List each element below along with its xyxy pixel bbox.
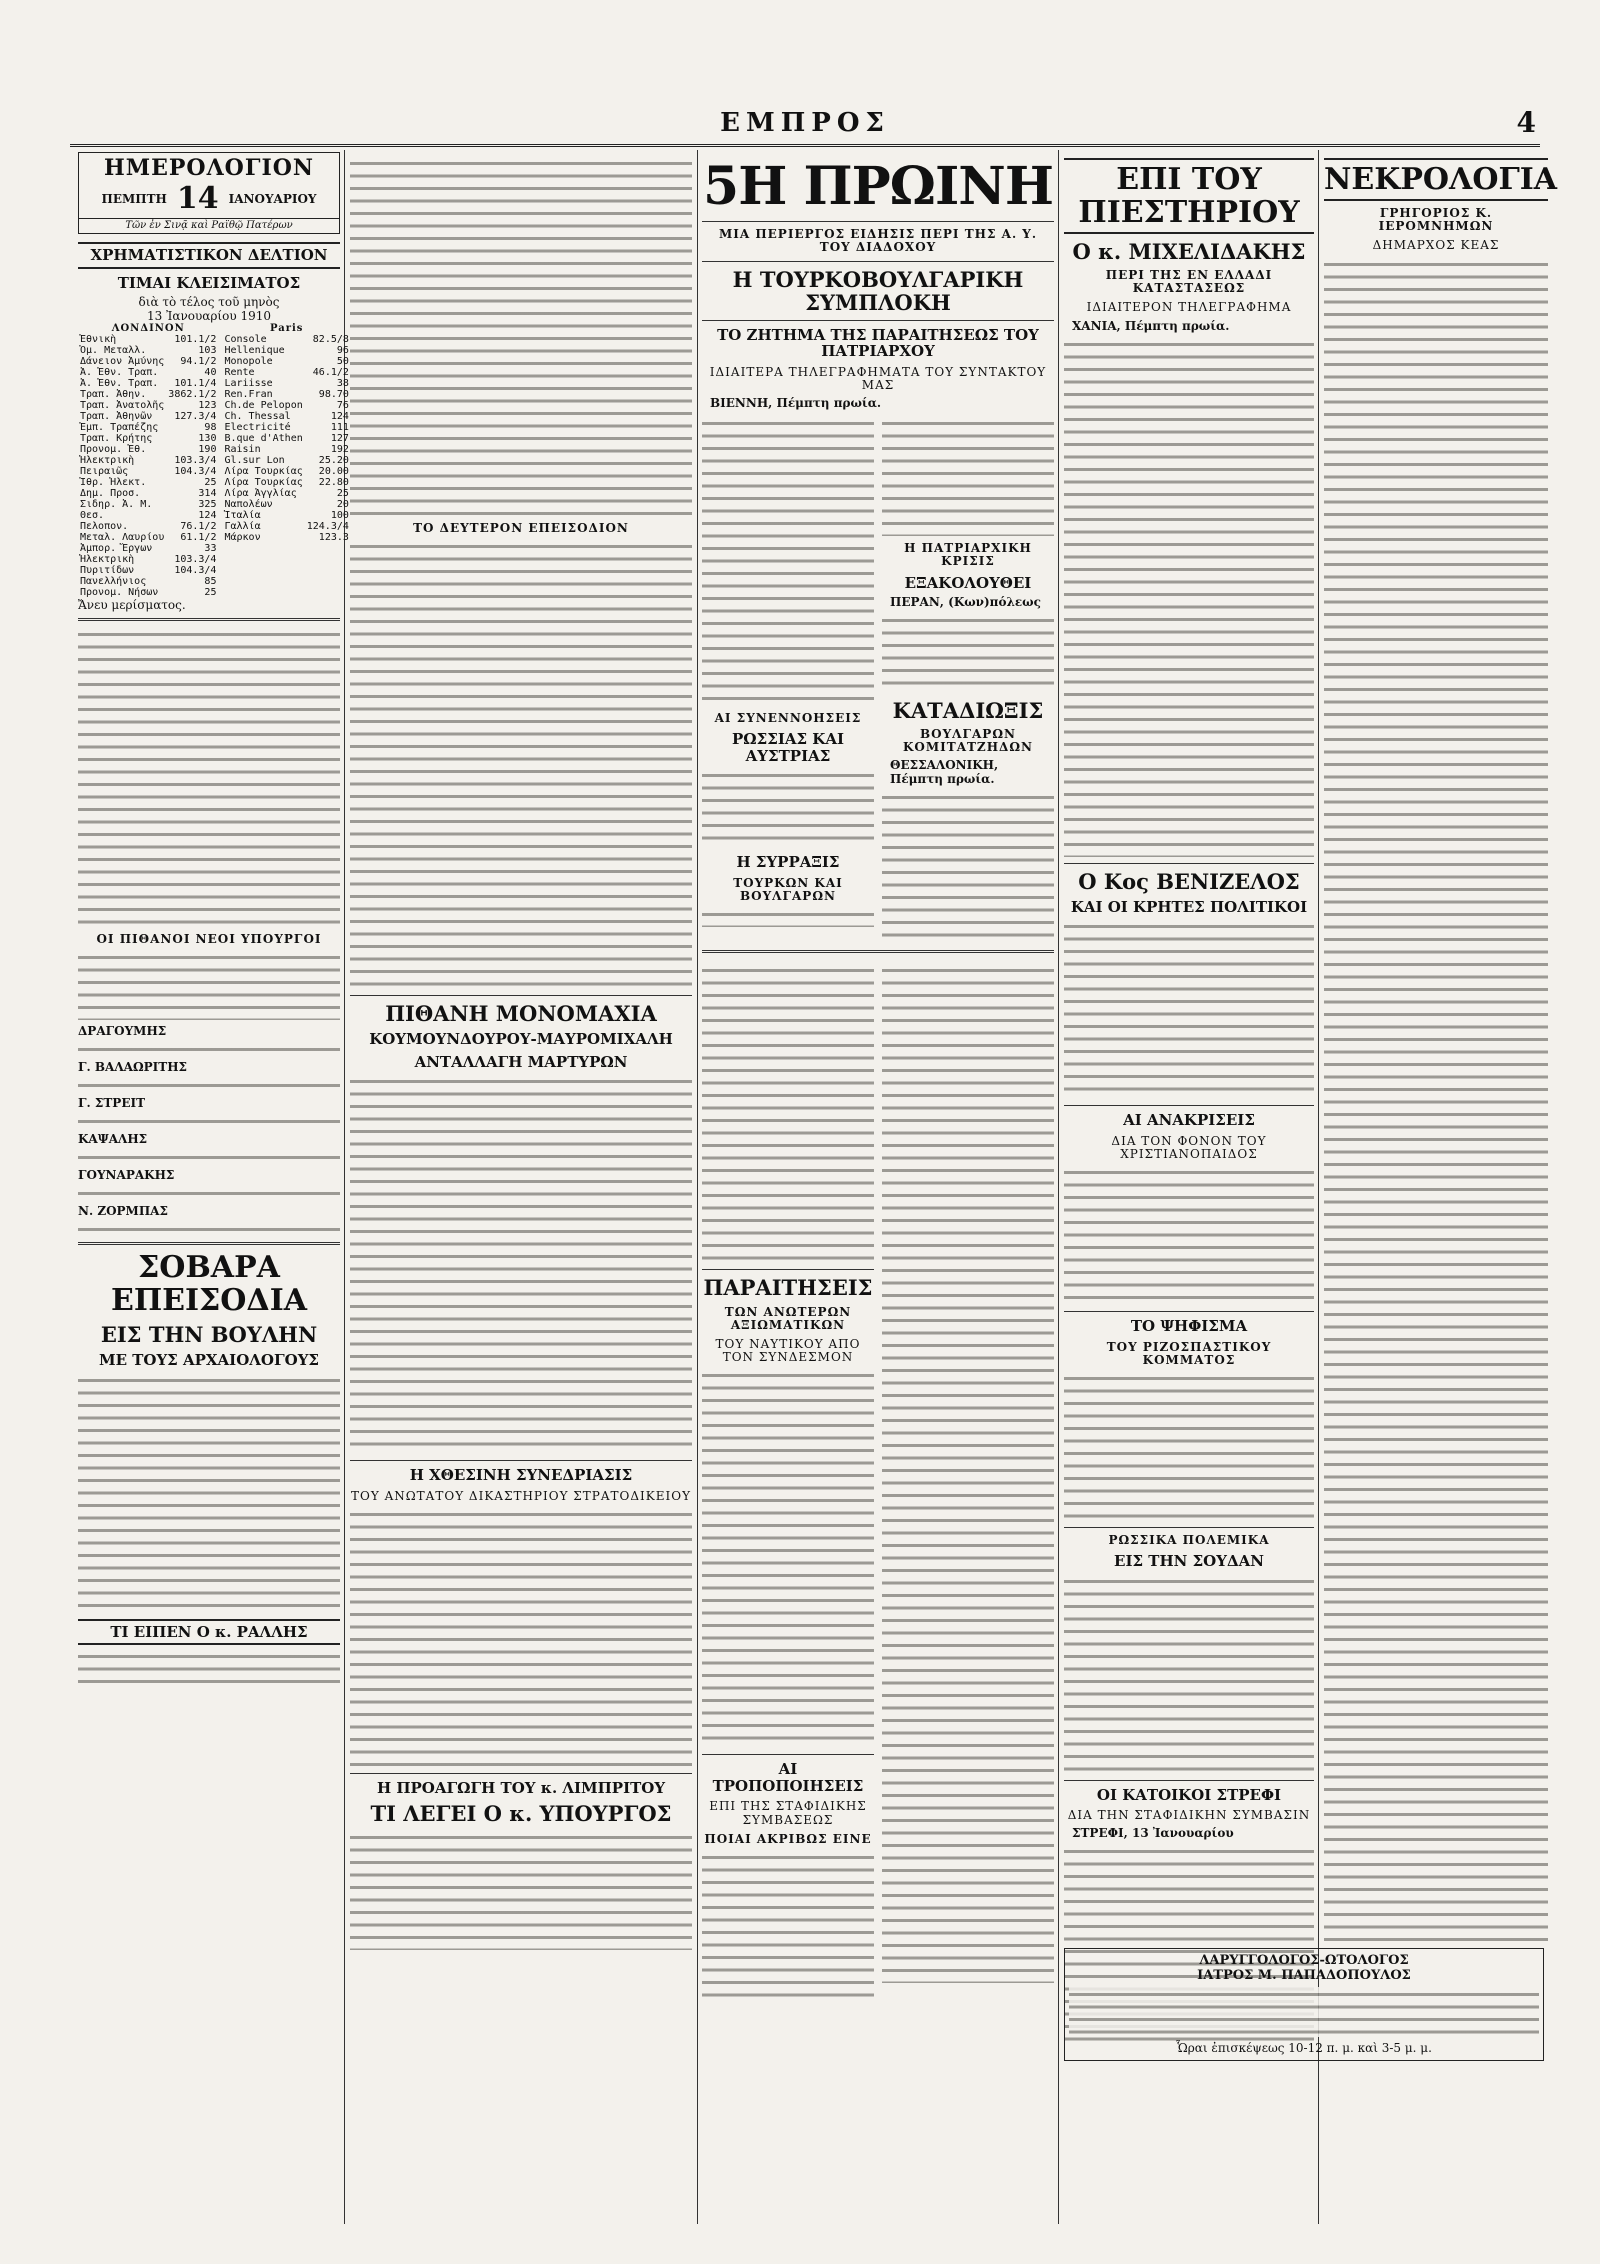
security-price: 33 — [204, 543, 217, 554]
headline-strange-news: ΜΙΑ ΠΕΡΙΕΡΓΟΣ ΕΙΔΗΣΙΣ ΠΕΡΙ ΤΗΣ Α. Υ. ΤΟΥ ΔΙΑΔΟΧΟΥ — [718, 227, 1038, 255]
column-1 — [78, 152, 349, 2224]
dateline-strefi: ΣΤΡΕΦΙ, 13 Ἰανουαρίου — [1072, 1826, 1234, 1841]
security-price: 130 — [198, 433, 217, 444]
security-price: 50 — [336, 356, 349, 367]
security-name: Μάρκον — [224, 532, 261, 543]
security-price: 96 — [336, 345, 349, 356]
headline-warships-2: ΕΙΣ ΤΗΝ ΣΟΥΔΑΝ — [1114, 1552, 1264, 1571]
security-price: 103.3/4 — [174, 554, 217, 565]
security-price: 101.1/2 — [174, 334, 217, 345]
security-name: Electricité — [224, 422, 291, 433]
security-price: 76 — [336, 400, 349, 411]
table-row — [222, 466, 350, 477]
minister-name: ΔΡΑΓΟΥΜΗΣ — [78, 1024, 167, 1039]
table-row — [222, 389, 350, 400]
security-name: Ren.Fran — [224, 389, 273, 400]
calendar-month: ΙΑΝΟΥΑΡΙΟΥ — [228, 191, 317, 206]
headline-russia-austria: ΑΙ ΣΥΝΕΝΝΟΗΣΕΙΣ — [714, 711, 862, 726]
headline-venizelos: Ο Κος ΒΕΝΙΖΕΛΟΣ — [1078, 868, 1300, 894]
minister-name: Γ. ΣΤΡΕΙΤ — [78, 1096, 146, 1111]
article-text — [78, 627, 340, 927]
table-row — [222, 422, 350, 433]
security-name: Ch.de Pelopon — [224, 400, 303, 411]
column-rule — [1058, 150, 1059, 2224]
headline-russia-austria-2: ΡΩΣΣΙΑΣ ΚΑΙ ΑΥΣΤΡΙΑΣ — [731, 730, 845, 765]
security-name: Σιδηρ. Ἀ. Μ. — [80, 499, 153, 510]
table-row — [78, 400, 218, 411]
headline-promotion: Η ΠΡΟΑΓΩΓΗ ΤΟΥ κ. ΛΙΜΠΡΙΤΟΥ — [376, 1778, 666, 1797]
headline-michelidakis: Ο κ. ΜΙΧΕΛΙΔΑΚΗΣ — [1072, 239, 1306, 264]
headline-scandal: ΣΟΒΑΡΑ ΕΠΕΙΣΟΔΙΑ — [110, 1250, 308, 1319]
column-5 — [1324, 152, 1558, 2224]
article-text — [350, 539, 692, 989]
article-text — [78, 1373, 340, 1613]
security-price: 123 — [198, 400, 217, 411]
security-name: Προνομ. Νήσων — [80, 587, 159, 598]
headline-fifth-edition: 5Η ΠΡΩΙΝΗ — [703, 156, 1053, 217]
headline-inquiries: ΑΙ ΑΝΑΚΡΙΣΕΙΣ — [1123, 1111, 1255, 1130]
table-row — [78, 422, 218, 433]
article-text — [702, 963, 874, 1263]
security-price: 25 — [336, 488, 349, 499]
headline-pursuit: ΚΑΤΑΔΙΩΞΙΣ — [892, 698, 1044, 723]
article-text — [1324, 257, 1548, 1947]
table-row — [222, 356, 350, 367]
security-name: Πειραιῶς — [80, 466, 129, 477]
security-name: Προνομ. Ἐθ. — [80, 444, 147, 455]
headline-amendments-3: ΠΟΙΑΙ ΑΚΡΙΒΩΣ ΕΙΝΕ — [704, 1831, 872, 1846]
financial-footnote: Ἄνευ μερίσματος. — [78, 598, 186, 612]
dateline-peran: ΠΕΡΑΝ, (Κων)πόλεως — [890, 595, 1041, 609]
article-text — [1064, 1165, 1314, 1305]
headline-inquiries-2: ΔΙΑ ΤΟΝ ΦΟΝΟΝ ΤΟΥ ΧΡΙΣΤΙΑΝΟΠΑΙΔΟΣ — [1111, 1133, 1267, 1161]
calendar-weekday: ΠΕΜΠΤΗ — [101, 191, 167, 206]
headline-session-2: ΤΟΥ ΑΝΩΤΑΤΟΥ ΔΙΚΑΣΤΗΡΙΟΥ ΣΤΡΑΤΟΔΙΚΕΙΟΥ — [350, 1488, 692, 1503]
security-price: 98.70 — [318, 389, 349, 400]
table-row — [222, 378, 350, 389]
headline-clash-2: ΤΟΥΡΚΩΝ ΚΑΙ ΒΟΥΛΓΑΡΩΝ — [733, 875, 843, 903]
article-text — [882, 790, 1054, 940]
table-row — [78, 356, 218, 367]
article-text — [882, 963, 1054, 1983]
security-price: 103.3/4 — [174, 455, 217, 466]
table-row — [78, 389, 218, 400]
headline-patriarchal-crisis-2: ΕΞΑΚΟΛΟΥΘΕΙ — [904, 573, 1032, 592]
page-header — [70, 108, 1540, 147]
table-row — [78, 521, 218, 532]
headline-scandal-3: ΜΕ ΤΟΥΣ ΑΡΧΑΙΟΛΟΓΟΥΣ — [98, 1351, 320, 1370]
table-row — [78, 411, 218, 422]
minister-list — [78, 1024, 340, 1236]
security-name: Τραπ. Κρήτης — [80, 433, 153, 444]
security-price: 25 — [204, 477, 217, 488]
dateline-thessaloniki: ΘΕΣΣΑΛΟΝΙΚΗ, Πέμπτη πρωία. — [890, 758, 999, 787]
security-price: 192 — [330, 444, 349, 455]
security-price: 314 — [198, 488, 217, 499]
headline-patriarchal-crisis: Η ΠΑΤΡΙΑΡΧΙΚΗ ΚΡΙΣΙΣ — [904, 541, 1032, 569]
financial-table-right — [222, 334, 350, 543]
security-name: Rente — [224, 367, 255, 378]
advertisement-box — [1064, 1948, 1544, 2061]
financial-table — [78, 323, 349, 598]
ad-doctor-name: ΙΑΤΡΟΣ Μ. ΠΑΠΑΔΟΠΟΥΛΟΣ — [1197, 1968, 1411, 1983]
table-row — [222, 499, 350, 510]
article-text — [1064, 1371, 1314, 1521]
table-row — [222, 345, 350, 356]
headline-special-telegram: ΙΔΙΑΙΤΕΡΟΝ ΤΗΛΕΓΡΑΦΗΜΑ — [1086, 300, 1292, 315]
security-price: 190 — [198, 444, 217, 455]
london-label: ΛΟΝΔΙΝΟΝ — [111, 323, 185, 334]
headline-new-ministers: ΟΙ ΠΙΘΑΝΟΙ ΝΕΟΙ ΥΠΟΥΡΓΟΙ — [96, 932, 322, 946]
table-row — [78, 444, 218, 455]
security-name: Raisin — [224, 444, 261, 455]
table-row — [222, 400, 350, 411]
security-price: 124 — [330, 411, 349, 422]
headline-rallis: ΤΙ ΕΙΠΕΝ Ο κ. ΡΑΛΛΗΣ — [78, 1619, 340, 1646]
headline-turco-bulgarian: Η ΤΟΥΡΚΟΒΟΥΛΓΑΡΙΚΗ ΣΥΜΠΛΟΚΗ — [732, 266, 1024, 315]
headline-resignations: ΠΑΡΑΙΤΗΣΕΙΣ — [703, 1275, 873, 1301]
table-row — [222, 532, 350, 543]
ad-text — [1069, 1987, 1539, 2037]
security-name: Ἰταλία — [224, 510, 261, 521]
security-name: Ἐθνικὴ — [80, 334, 117, 345]
article-text — [350, 1830, 692, 1950]
ad-title: ΛΑΡΥΓΓΟΛΟΓΟΣ-ΩΤΟΛΟΓΟΣ — [1199, 1953, 1409, 1968]
headline-michelidakis-2: ΠΕΡΙ ΤΗΣ ΕΝ ΕΛΛΑΔΙ ΚΑΤΑΣΤΑΣΕΩΣ — [1105, 268, 1273, 296]
headline-clash: Η ΣΥΡΡΑΞΙΣ — [736, 853, 840, 872]
headline-obituary: ΝΕΚΡΟΛΟΓΙΑ — [1324, 158, 1548, 201]
security-price: 124.3/4 — [306, 521, 349, 532]
article-text — [78, 950, 340, 1020]
security-name: Ναπολέων — [224, 499, 273, 510]
table-row — [78, 345, 218, 356]
security-name: Πελοπον. — [80, 521, 129, 532]
headline-patriarch-resignation: ΤΟ ΖΗΤΗΜΑ ΤΗΣ ΠΑΡΑΙΤΗΣΕΩΣ ΤΟΥ ΠΑΤΡΙΑΡΧΟΥ — [717, 325, 1039, 361]
column-4 — [1064, 152, 1314, 2224]
security-price: 46.1/2 — [312, 367, 349, 378]
article-text — [350, 1074, 692, 1454]
headline-amendments-2: ΕΠΙ ΤΗΣ ΣΤΑΦΙΔΙΚΗΣ ΣΥΜΒΑΣΕΩΣ — [709, 1799, 867, 1827]
security-price: 82.5/8 — [312, 334, 349, 345]
table-row — [222, 455, 350, 466]
article-text — [1064, 1574, 1314, 1774]
security-price: 325 — [198, 499, 217, 510]
table-row — [222, 367, 350, 378]
security-name: Console — [224, 334, 267, 345]
article-text — [350, 156, 692, 516]
security-price: 61.1/2 — [180, 532, 217, 543]
security-name: Ἀμπορ. Ἔργων — [80, 543, 153, 554]
security-price: 40 — [204, 367, 217, 378]
financial-date: 13 Ἰανουαρίου 1910 — [147, 309, 271, 323]
minister-name: Γ. ΒΑΛΑΩΡΙΤΗΣ — [78, 1060, 188, 1075]
headline-second-incident: ΤΟ ΔΕΥΤΕΡΟΝ ΕΠΕΙΣΟΔΙΟΝ — [413, 521, 629, 535]
security-name: Hellenique — [224, 345, 285, 356]
article-text — [1064, 919, 1314, 1099]
article-text — [78, 1649, 340, 1689]
headline-vote: ΤΟ ΨΗΦΙΣΜΑ — [1130, 1317, 1248, 1336]
security-name: B.que d'Athen — [224, 433, 303, 444]
page-number: 4 — [1516, 106, 1536, 139]
financial-table-left — [78, 334, 218, 598]
article-text — [78, 1222, 340, 1236]
paris-label: Paris — [269, 323, 304, 334]
security-price: 127.3/4 — [174, 411, 217, 422]
security-name: Ch. Thessal — [224, 411, 291, 422]
table-row — [78, 565, 218, 576]
security-price: 100 — [330, 510, 349, 521]
table-row — [78, 455, 218, 466]
masthead-title: ΕΜΠΡΟΣ — [720, 108, 890, 138]
security-name: Γαλλία — [224, 521, 261, 532]
table-row — [222, 411, 350, 422]
security-name: Ἐμπ. Τραπέζης — [80, 422, 159, 433]
calendar-saints: Τῶν ἐν Σινᾷ καὶ Ραϊθῷ Πατέρων — [79, 218, 339, 231]
table-row — [78, 477, 218, 488]
table-row — [78, 587, 218, 598]
calendar-title: ΗΜΕΡΟΛΟΓΙΟΝ — [103, 155, 315, 181]
security-name: Ἀ. Ἐθν. Τραπ. — [80, 367, 159, 378]
security-name: Ἠλεκτρικὴ — [80, 455, 135, 466]
article-text — [78, 1186, 340, 1200]
obituary-role: ΔΗΜΑΡΧΟΣ ΚΕΑΣ — [1372, 238, 1500, 253]
security-price: 85 — [204, 576, 217, 587]
security-name: Ὁμ. Μεταλλ. — [80, 345, 147, 356]
security-price: 111 — [330, 422, 349, 433]
security-name: Δημ. Προσ. — [80, 488, 141, 499]
article-text — [78, 1114, 340, 1128]
headline-duel-2: ΚΟΥΜΟΥΝΔΟΥΡΟΥ-ΜΑΥΡΟΜΙΧΑΛΗ — [369, 1030, 673, 1049]
security-name: Δάνειον Ἀμύνης — [80, 356, 165, 367]
security-name: Μεταλ. Λαυρίου — [80, 532, 165, 543]
security-name: Πυριτίδων — [80, 565, 135, 576]
table-row — [222, 510, 350, 521]
article-text — [78, 1042, 340, 1056]
security-name: Λίρα Τουρκίας — [224, 477, 303, 488]
table-row — [78, 466, 218, 477]
security-price: 25 — [204, 587, 217, 598]
security-name: Τραπ. Ἀνατολῆς — [80, 400, 165, 411]
security-price: 38 — [336, 378, 349, 389]
security-name: Πανελλήνιος — [80, 576, 147, 587]
article-text — [1064, 337, 1314, 857]
headline-warships: ΡΩΣΣΙΚΑ ΠΟΛΕΜΙΚΑ — [1108, 1533, 1270, 1547]
security-name: Ἀ. Ἐθν. Τραπ. — [80, 378, 159, 389]
financial-title: ΧΡΗΜΑΤΙΣΤΙΚΟΝ ΔΕΛΤΙΟΝ — [78, 242, 340, 269]
security-price: 101.1/4 — [174, 378, 217, 389]
security-price: 20.00 — [318, 466, 349, 477]
article-text — [78, 1078, 340, 1092]
column-rule — [697, 150, 698, 2224]
headline-duel: ΠΙΘΑΝΗ ΜΟΝΟΜΑΧΙΑ — [385, 1001, 657, 1027]
security-price: 124 — [198, 510, 217, 521]
headline-duel-3: ΑΝΤΑΛΛΑΓΗ ΜΑΡΤΥΡΩΝ — [414, 1052, 628, 1071]
headline-vote-2: ΤΟΥ ΡΙΖΟΣΠΑΣΤΙΚΟΥ ΚΟΜΜΑΤΟΣ — [1106, 1339, 1272, 1367]
financial-period: διὰ τὸ τέλος τοῦ μηνὸς — [138, 295, 280, 309]
table-row — [222, 433, 350, 444]
table-row — [222, 488, 350, 499]
security-price: 3862.1/2 — [168, 389, 217, 400]
headline-scandal-2: ΕΙΣ ΤΗΝ ΒΟΥΛΗΝ — [100, 1322, 318, 1348]
article-text — [702, 1850, 874, 2000]
calendar-box — [78, 152, 340, 234]
security-name: Monopole — [224, 356, 273, 367]
calendar-day: 14 — [176, 181, 219, 216]
headline-resignations-3: ΤΟΥ ΝΑΥΤΙΚΟΥ ΑΠΟ ΤΟΝ ΣΥΝΔΕΣΜΟΝ — [715, 1336, 861, 1365]
financial-subtitle: ΤΙΜΑΙ ΚΛΕΙΣΙΜΑΤΟΣ — [117, 273, 301, 292]
article-text — [702, 416, 874, 706]
table-row — [78, 433, 218, 444]
security-price: 127 — [330, 433, 349, 444]
security-price: 22.80 — [318, 477, 349, 488]
security-price: 104.3/4 — [174, 565, 217, 576]
security-price: 94.1/2 — [180, 356, 217, 367]
table-row — [78, 554, 218, 565]
table-row — [222, 444, 350, 455]
headline-resignations-2: ΤΩΝ ΑΝΩΤΕΡΩΝ ΑΞΙΩΜΑΤΙΚΩΝ — [724, 1304, 852, 1332]
dateline-vienna: ΒΙΕΝΝΗ, Πέμπτη πρωία. — [710, 396, 882, 411]
minister-name: Ν. ΖΟΡΜΠΑΣ — [78, 1204, 168, 1219]
table-row — [78, 576, 218, 587]
table-row — [78, 532, 218, 543]
article-text — [882, 416, 1054, 536]
security-price: 20 — [336, 499, 349, 510]
security-name: Θεσ. — [80, 510, 105, 521]
security-name: Λίρα Ἀγγλίας — [224, 488, 297, 499]
article-text — [882, 613, 1054, 693]
table-row — [222, 521, 350, 532]
headline-amendments: ΑΙ ΤΡΟΠΟΠΟΙΗΣΕΙΣ — [712, 1760, 864, 1795]
headline-pursuit-2: ΒΟΥΛΓΑΡΩΝ ΚΟΜΙΤΑΤΖΗΔΩΝ — [902, 727, 1033, 755]
article-text — [350, 1507, 692, 1767]
table-row — [78, 543, 218, 554]
security-name: Λίρα Τουρκίας — [224, 466, 303, 477]
security-price: 103 — [198, 345, 217, 356]
security-name: Gl.sur Lon — [224, 455, 285, 466]
security-price: 123.3 — [318, 532, 349, 543]
headline-telegrams: ΙΔΙΑΙΤΕΡΑ ΤΗΛΕΓΡΑΦΗΜΑΤΑ ΤΟΥ ΣΥΝΤΑΚΤΟΥ ΜΑΣ — [709, 364, 1047, 392]
table-row — [78, 488, 218, 499]
security-name: Τραπ. Ἀθην. — [80, 389, 147, 400]
minister-name: ΚΑΨΑΛΗΣ — [78, 1132, 148, 1147]
table-row — [78, 378, 218, 389]
security-price: 76.1/2 — [180, 521, 217, 532]
dateline-chania: ΧΑΝΙΑ, Πέμπτη πρωία. — [1072, 318, 1230, 333]
headline-minister-says: ΤΙ ΛΕΓΕΙ Ο κ. ΥΠΟΥΡΓΟΣ — [370, 1801, 672, 1827]
table-row — [222, 477, 350, 488]
column-rule — [1318, 150, 1319, 2224]
table-row — [78, 334, 218, 345]
table-row — [78, 367, 218, 378]
article-text — [702, 1368, 874, 1748]
article-text — [702, 768, 874, 848]
security-name: Τραπ. Ἀθηνῶν — [80, 411, 153, 422]
security-name: Ἰθρ. Ἠλεκτ. — [80, 477, 147, 488]
table-row — [78, 499, 218, 510]
column-2 — [350, 152, 692, 2224]
headline-on-the-press: ΕΠΙ ΤΟΥ ΠΙΕΣΤΗΡΙΟΥ — [1064, 158, 1314, 234]
article-text — [702, 907, 874, 927]
column-3 — [702, 152, 1054, 2224]
obituary-name: ΓΡΗΓΟΡΙΟΣ Κ. ΙΕΡΟΜΝΗΜΩΝ — [1378, 206, 1494, 234]
table-row — [78, 510, 218, 521]
security-price: 25.20 — [318, 455, 349, 466]
ad-hours: Ὧραι ἐπισκέψεως 10-12 π. μ. καὶ 3-5 μ. μ. — [1176, 2041, 1432, 2055]
headline-session: Η ΧΘΕΣΙΝΗ ΣΥΝΕΔΡΙΑΣΙΣ — [409, 1466, 633, 1485]
security-name: Lariisse — [224, 378, 273, 389]
security-price: 104.3/4 — [174, 466, 217, 477]
security-price: 98 — [204, 422, 217, 433]
headline-residents-2: ΔΙΑ ΤΗΝ ΣΤΑΦΙΔΙΚΗΝ ΣΥΜΒΑΣΙΝ — [1067, 1808, 1311, 1823]
headline-venizelos-2: ΚΑΙ ΟΙ ΚΡΗΤΕΣ ΠΟΛΙΤΙΚΟΙ — [1070, 897, 1308, 916]
minister-name: ΓΟΥΝΑΡΑΚΗΣ — [78, 1168, 175, 1183]
article-text — [78, 1150, 340, 1164]
security-name: Ἠλεκτρικὴ — [80, 554, 135, 565]
table-row — [222, 334, 350, 345]
headline-residents: ΟΙ ΚΑΤΟΙΚΟΙ ΣΤΡΕΦΙ — [1096, 1785, 1282, 1804]
